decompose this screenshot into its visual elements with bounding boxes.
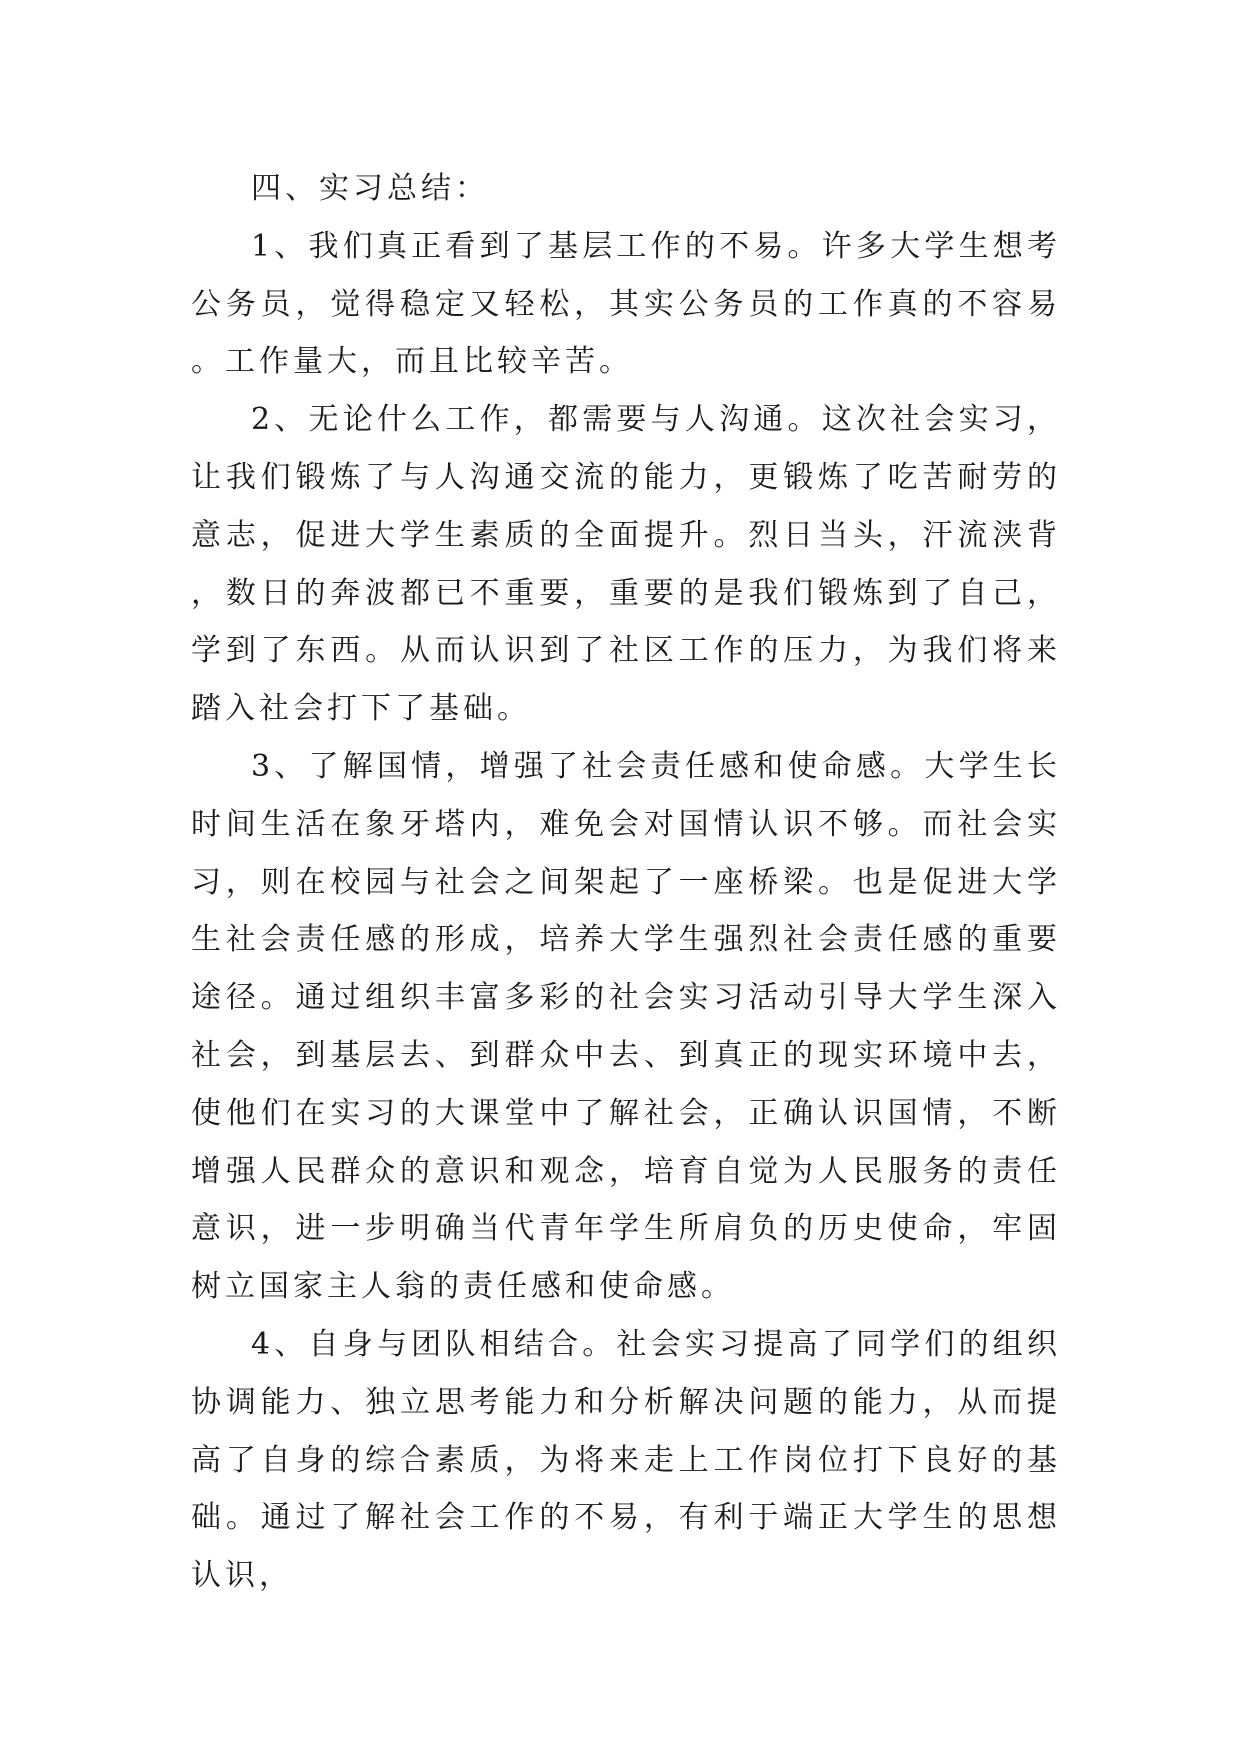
- paragraph-2: 2、无论什么工作，都需要与人沟通。这次社会实习，让我们锻炼了与人沟通交流的能力，更锻炼了吃苦耐劳的意志，促进大学生素质的全面提升。烈日当头，汗流浃背，数日的奔波都已不重要，重要的是我们锻炼到了自己，学到了东西。从而认识到了社区工作的压力，为我们将来踏入社会打下了基础。: [191, 402, 1061, 727]
- paragraph-1: 1、我们真正看到了基层工作的不易。许多大学生想考公务员，觉得稳定又轻松，其实公务员的工作真的不容易。工作量大，而且比较辛苦。: [191, 228, 1061, 380]
- section-heading: 四、实习总结：: [251, 171, 489, 206]
- paragraph-4: 4、自身与团队相结合。社会实习提高了同学们的组织协调能力、独立思考能力和分析解决问题的能力，从而提高了自身的综合素质，为将来走上工作岗位打下良好的基础。通过了解社会工作的不易，有利于端正大学生的思想认识，: [191, 1326, 1061, 1594]
- paragraph-3: 3、了解国情，增强了社会责任感和使命感。大学生长时间生活在象牙塔内，难免会对国情认识不够。而社会实习，则在校园与社会之间架起了一座桥梁。也是促进大学生社会责任感的形成，培养大学生强烈社会责任感的重要途径。通过组织丰富多彩的社会实习活动引导大学生深入社会，到基层去、到群众中去、到真正的现实环境中去，使他们在实习的大课堂中了解社会，正确认识国情，不断增强人民群众的意识和观念，培育自觉为人民服务的责任意识，进一步明确当代青年学生所肩负的历史使命，牢固树立国家主人翁的责任感和使命感。: [191, 748, 1061, 1305]
- document-body: [191, 160, 1061, 1605]
